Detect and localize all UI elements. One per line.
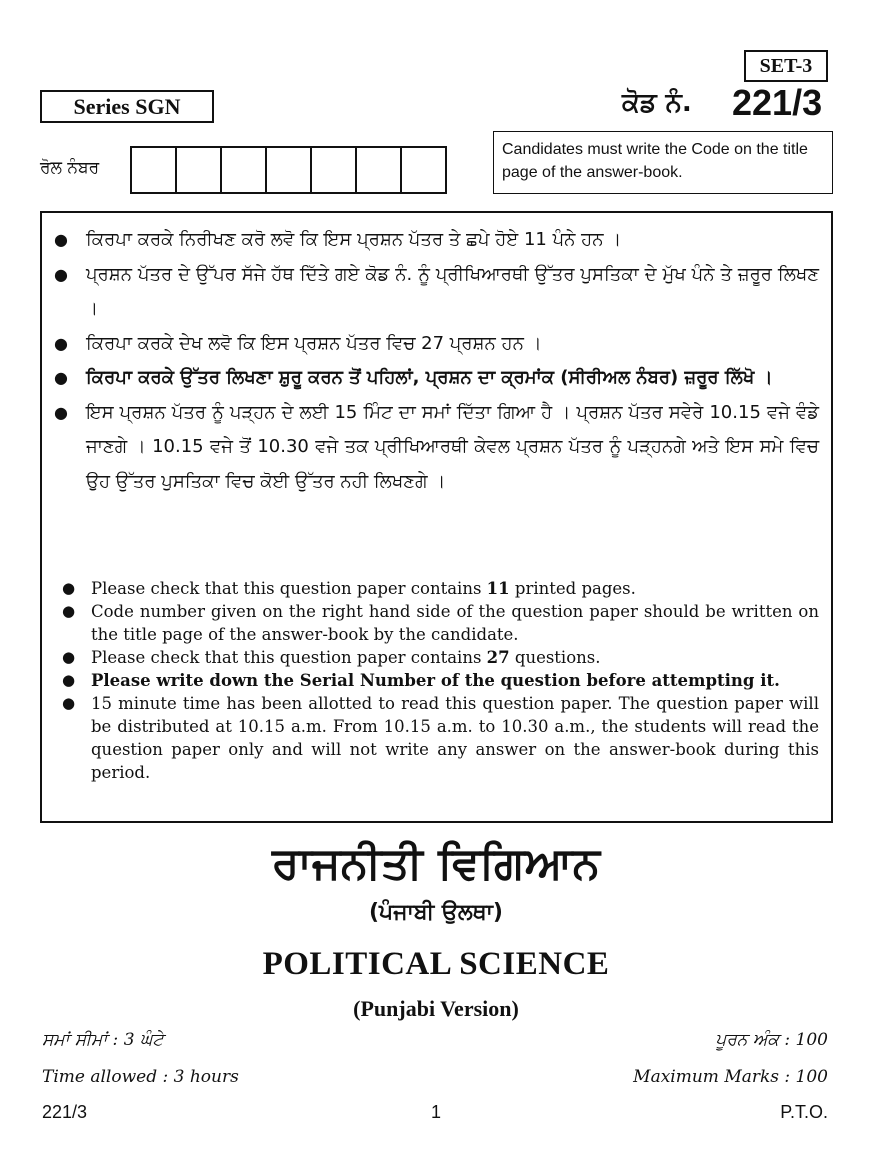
roll-number-cell: [312, 148, 357, 192]
series-label: Series SGN: [40, 90, 214, 123]
roll-number-cell: [177, 148, 222, 192]
bullet-icon: ●: [54, 402, 68, 422]
instruction-pa-item: ● ਇਸ ਪ੍ਰਸ਼ਨ ਪੱਤਰ ਨੂੰ ਪੜ੍ਹਨ ਦੇ ਲਈ 15 ਮਿੰਟ ਦਾ ਸਮਾਂ ਦਿੱਤਾ ਗਿਆ ਹੈ । ਪ੍ਰਸ਼ਨ ਪੱਤਰ ਸਵੇਰੇ 10.15 ਵਜੇ ਵੰਡੇ ਜਾਣਗੇ । 10.15 ਵਜੇ ਤੋਂ 10.30 ਵਜੇ ਤਕ ਪ੍ਰੀਖਿਆਰਥੀ ਕੇਵਲ ਪ੍ਰਸ਼ਨ ਪੱਤਰ ਨੂੰ ਪੜ੍ਹਨਗੇ ਅਤੇ ਇਸ ਸਮੇ ਵਿਚ ਉਹ ਉੱਤਰ ਪੁਸਤਿਕਾ ਵਿਚ ਕੋਈ ਉੱਤਰ ਨਹੀ ਲਿਖਣਗੇ ।: [42, 396, 831, 500]
roll-number-label: ਰੋਲ ਨੰਬਰ: [40, 158, 100, 178]
set-label: SET-3: [744, 50, 828, 82]
roll-number-cell: [132, 148, 177, 192]
max-marks-punjabi: ਪੂਰਨ ਅੰਕ : 100: [715, 1030, 828, 1050]
title-punjabi: ਰਾਜਨੀਤੀ ਵਿਗਿਆਨ: [272, 838, 600, 889]
roll-number-boxes: [130, 146, 447, 194]
instruction-en-item: ● Please write down the Serial Number of the question before attempting it.: [62, 671, 780, 690]
bullet-icon: ●: [62, 579, 76, 597]
max-marks-english: Maximum Marks : 100: [633, 1067, 828, 1087]
instructions-punjabi: [42, 223, 831, 499]
instruction-pa-item: ● ਕਿਰਪਾ ਕਰਕੇ ਦੇਖ ਲਵੋ ਕਿ ਇਸ ਪ੍ਰਸ਼ਨ ਪੱਤਰ ਵਿਚ 27 ਪ੍ਰਸ਼ਨ ਹਨ ।: [42, 327, 831, 362]
subtitle-english: (Punjabi Version): [353, 996, 519, 1021]
code-number: 221/3: [732, 82, 823, 123]
bullet-icon: ●: [54, 333, 68, 353]
bullet-icon: ●: [54, 264, 68, 284]
bullet-icon: ●: [62, 694, 76, 712]
page-number: 1: [430, 1102, 441, 1122]
roll-number-cell: [267, 148, 312, 192]
roll-number-cell: [222, 148, 267, 192]
instruction-pa-item: ● ਕਿਰਪਾ ਕਰਕੇ ਉੱਤਰ ਲਿਖਣਾ ਸ਼ੁਰੂ ਕਰਨ ਤੋਂ ਪਹਿਲਾਂ, ਪ੍ਰਸ਼ਨ ਦਾ ਕ੍ਰਮਾਂਕ (ਸੀਰੀਅਲ ਨੰਬਰ) ਜ਼ਰੂਰ ਲਿੱਖੋ ।: [42, 361, 831, 396]
time-allowed-english: Time allowed : 3 hours: [42, 1067, 239, 1087]
instruction-pa-item: ● ਪ੍ਰਸ਼ਨ ਪੱਤਰ ਦੇ ਉੱਪਰ ਸੱਜੇ ਹੱਥ ਦਿੱਤੇ ਗਏ ਕੋਡ ਨੰ. ਨੂੰ ਪ੍ਰੀਖਿਆਰਥੀ ਉੱਤਰ ਪੁਸਤਿਕਾ ਦੇ ਮੁੱਖ ਪੰਨੇ ਤੇ ਜ਼ਰੂਰ ਲਿਖਣ ।: [42, 258, 831, 327]
time-allowed-punjabi: ਸਮਾਂ ਸੀਮਾਂ : 3 ਘੰਟੇ: [42, 1030, 164, 1050]
instruction-en-item: ● Code number given on the right hand side of the question paper should be written on the title page of the answer-book by the candidate.: [62, 602, 819, 644]
subtitle-punjabi: (ਪੰਜਾਬੀ ਉਲਥਾ): [369, 900, 503, 925]
instruction-en-item: ● Please check that this question paper contains 11 printed pages.: [62, 579, 636, 598]
instruction-en-item: ● Please check that this question paper contains 27 questions.: [62, 648, 601, 667]
instructions-box: [40, 211, 833, 823]
bullet-icon: ●: [54, 368, 68, 387]
footer-code: 221/3: [42, 1102, 88, 1122]
instruction-en-item: ● 15 minute time has been allotted to read this question paper. The question paper will be distributed at 10.15 a.m. From 10.15 a.m. to 10.30 a.m., the students will read the question paper only and will not write any answer on the answer-book during this period.: [62, 694, 819, 782]
instructions-english: [42, 577, 831, 784]
bullet-icon: ●: [62, 602, 76, 620]
instruction-pa-item: ● ਕਿਰਪਾ ਕਰਕੇ ਨਿਰੀਖਣ ਕਰੋ ਲਵੋ ਕਿ ਇਸ ਪ੍ਰਸ਼ਨ ਪੱਤਰ ਤੇ ਛਪੇ ਹੋਏ 11 ਪੰਨੇ ਹਨ ।: [42, 223, 831, 258]
bullet-icon: ●: [62, 648, 76, 666]
bullet-icon: ●: [54, 230, 68, 249]
code-label: ਕੋਡ ਨੰ.: [622, 88, 692, 118]
title-english: POLITICAL SCIENCE: [262, 946, 610, 982]
bullet-icon: ●: [62, 671, 76, 689]
roll-number-cell: [402, 148, 445, 192]
roll-number-cell: [357, 148, 402, 192]
candidate-note: Candidates must write the Code on the title page of the answer-book.: [493, 131, 833, 194]
pto-label: P.T.O.: [780, 1102, 828, 1122]
